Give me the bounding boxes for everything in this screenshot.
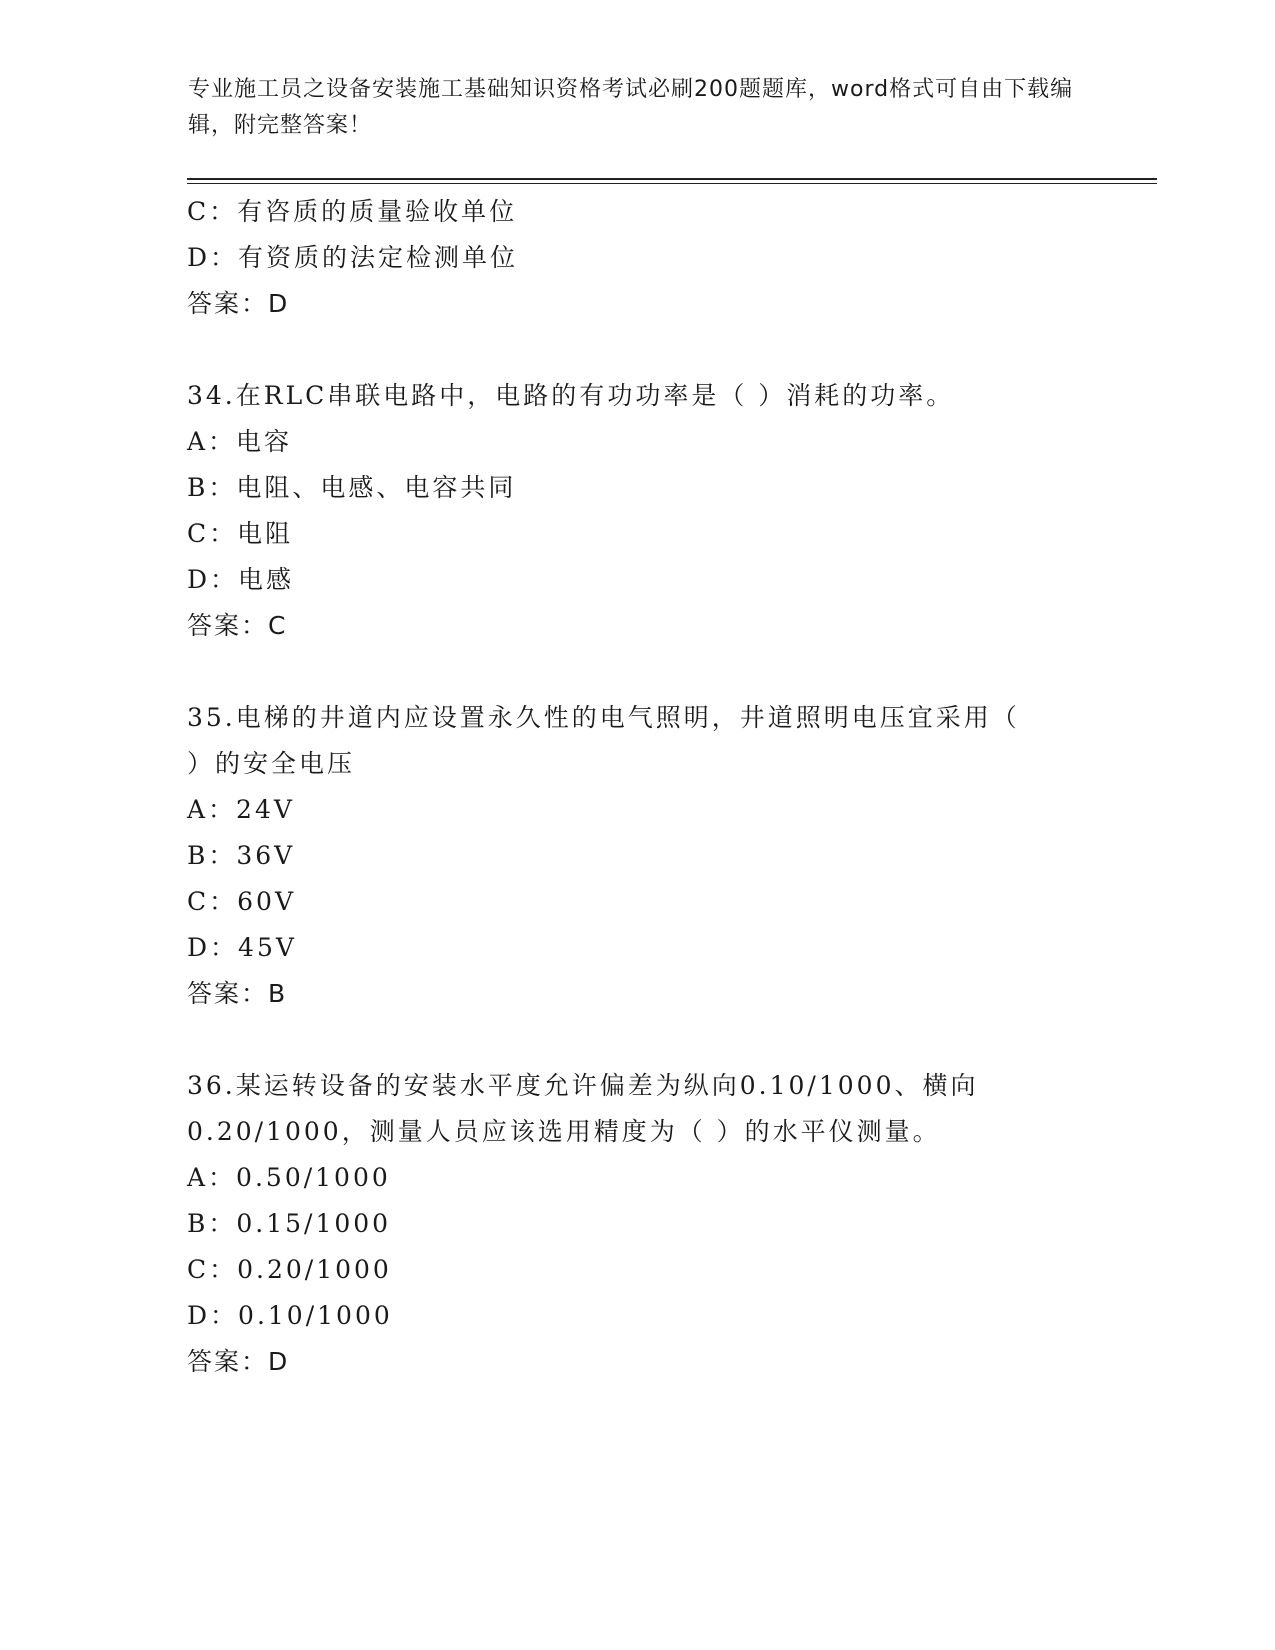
option-a: A：0.50/1000 <box>187 1163 391 1192</box>
spacer <box>187 1017 1087 1063</box>
question-stem-line-2: ）的安全电压 <box>187 749 356 778</box>
option-b: B：0.15/1000 <box>187 1209 392 1238</box>
option-b: B：36V <box>187 841 296 870</box>
question-33-tail <box>187 189 1087 327</box>
question-35 <box>187 695 1087 1017</box>
answer-line: 答案：D <box>187 289 290 318</box>
spacer <box>187 327 1087 373</box>
answer-line: 答案：D <box>187 1347 290 1376</box>
header-title: 专业施工员之设备安装施工基础知识资格考试必刷200题题库，word格式可自由下载编辑，附完整答案！ <box>188 77 1074 138</box>
header-divider-thin <box>187 183 1157 184</box>
option-c: C：0.20/1000 <box>187 1255 392 1284</box>
question-list <box>187 189 1087 1385</box>
spacer <box>187 649 1087 695</box>
option-c: C：电阻 <box>187 519 294 548</box>
option-b: B：电阻、电感、电容共同 <box>187 473 517 502</box>
option-a: A：电容 <box>187 427 293 456</box>
option-c: C：有咨质的质量验收单位 <box>187 197 518 226</box>
question-stem-line-1: 35.电梯的井道内应设置永久性的电气照明，井道照明电压宜采用（ <box>187 703 1020 732</box>
document-header <box>188 72 1088 144</box>
question-34 <box>187 373 1087 649</box>
header-divider-thick <box>187 178 1157 180</box>
question-stem-line-1: 36.某运转设备的安装水平度允许偏差为纵向0.10/1000、横向 <box>187 1071 979 1100</box>
option-d: D：电感 <box>187 565 295 594</box>
question-stem-line-2: 0.20/1000，测量人员应该选用精度为（ ）的水平仪测量。 <box>187 1117 941 1146</box>
option-c: C：60V <box>187 887 296 916</box>
option-d: D：0.10/1000 <box>187 1301 393 1330</box>
answer-line: 答案：B <box>187 979 288 1008</box>
option-d: D：有资质的法定检测单位 <box>187 243 519 272</box>
question-36 <box>187 1063 1087 1385</box>
question-stem: 34.在RLC串联电路中，电路的有功功率是（ ）消耗的功率。 <box>187 381 955 410</box>
option-d: D：45V <box>187 933 297 962</box>
answer-line: 答案：C <box>187 611 288 640</box>
option-a: A：24V <box>187 795 295 824</box>
